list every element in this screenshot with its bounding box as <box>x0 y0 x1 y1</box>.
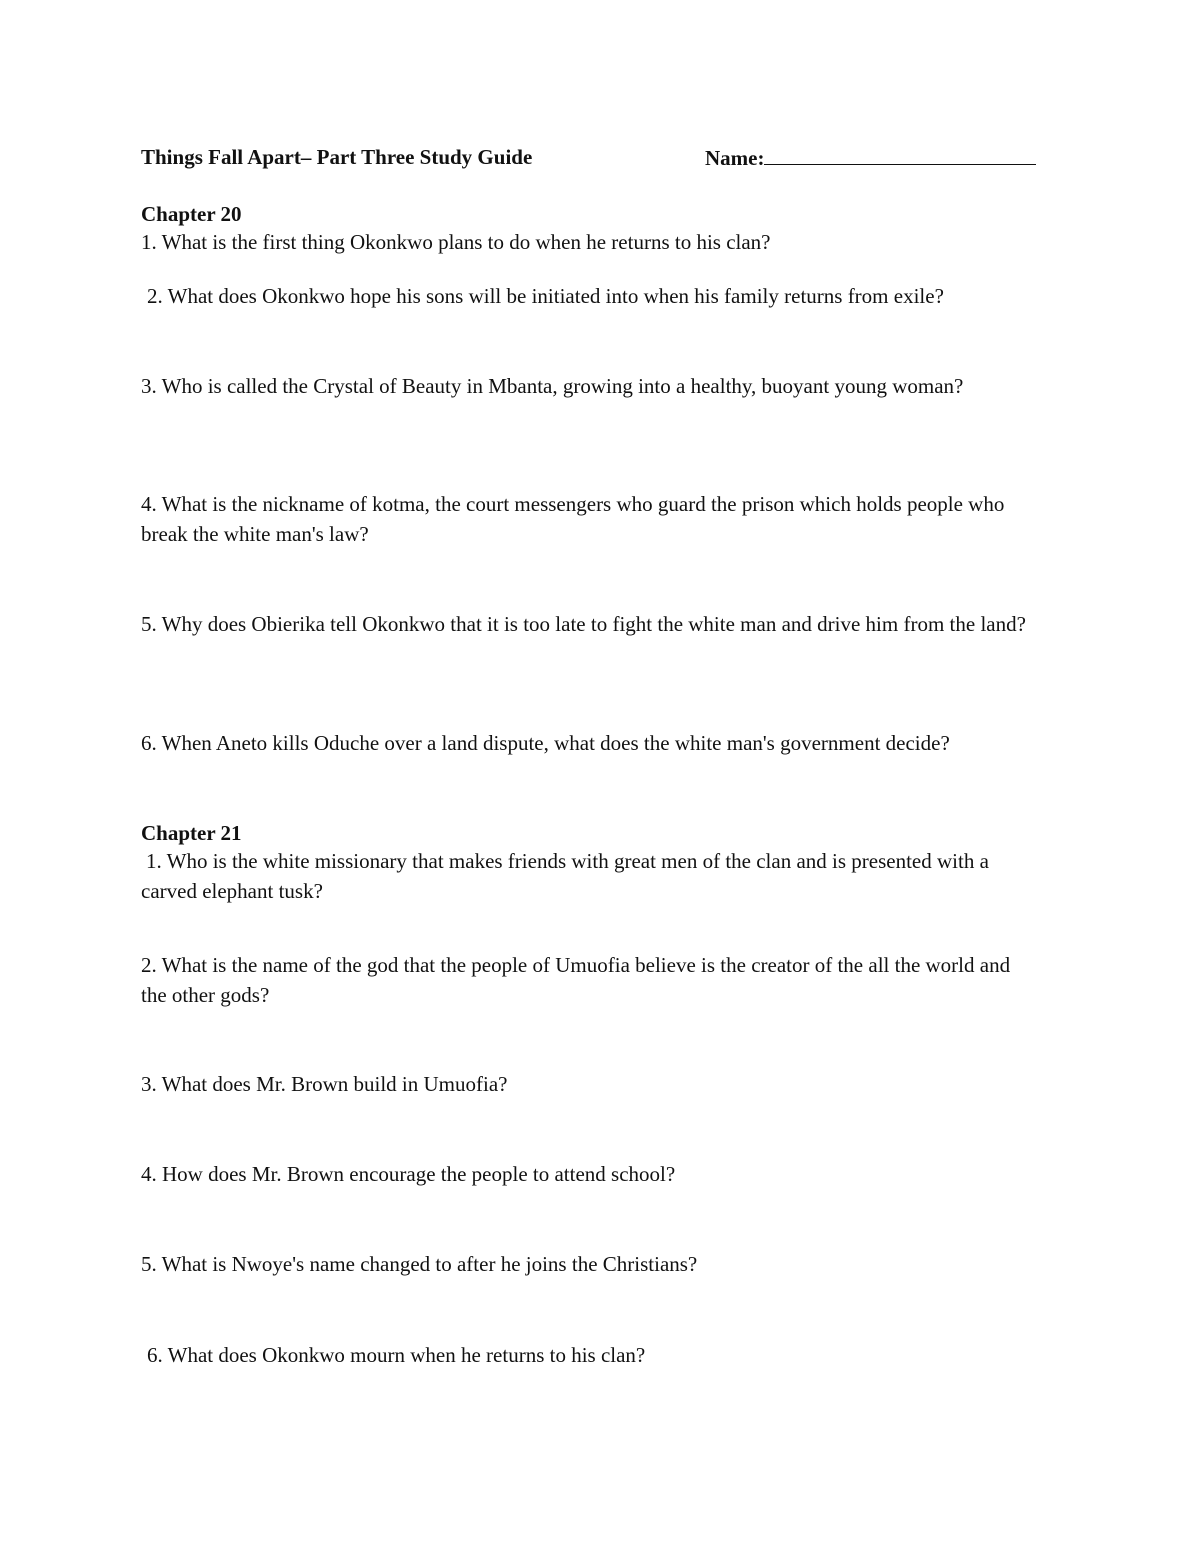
document-title: Things Fall Apart– Part Three Study Guide <box>141 145 533 169</box>
chapter-20-question-2: 2. What does Okonkwo hope his sons will be initiated into when his family returns from exile? <box>147 284 944 308</box>
name-label: Name: <box>705 146 765 170</box>
name-field <box>705 142 1036 173</box>
chapter-21-question-3: 3. What does Mr. Brown build in Umuofia? <box>141 1072 508 1096</box>
chapter-20-heading: Chapter 20 <box>141 202 242 226</box>
chapter-21-question-2: 2. What is the name of the god that the people of Umuofia believe is the creator of the all the world and the other gods? <box>141 953 1011 1007</box>
chapter-21-question-5: 5. What is Nwoye's name changed to after he joins the Christians? <box>141 1252 698 1276</box>
chapter-21-question-6: 6. What does Okonkwo mourn when he returns to his clan? <box>147 1343 646 1367</box>
chapter-21-question-4: 4. How does Mr. Brown encourage the people to attend school? <box>141 1162 676 1186</box>
chapter-21-heading: Chapter 21 <box>141 821 242 845</box>
chapter-21-question-1: 1. Who is the white missionary that makes friends with great men of the clan and is presented with a carved elephant tusk? <box>141 849 989 903</box>
name-blank-line <box>764 142 1036 165</box>
chapter-20-question-4: 4. What is the nickname of kotma, the court messengers who guard the prison which holds people who break the white man's law? <box>141 492 1005 546</box>
chapter-20-question-1: 1. What is the first thing Okonkwo plans to do when he returns to his clan? <box>141 230 771 254</box>
chapter-20-question-6: 6. When Aneto kills Oduche over a land dispute, what does the white man's government decide? <box>141 731 950 755</box>
chapter-20-question-3: 3. Who is called the Crystal of Beauty in Mbanta, growing into a healthy, buoyant young woman? <box>141 374 964 398</box>
chapter-20-question-5: 5. Why does Obierika tell Okonkwo that it is too late to fight the white man and drive him from the land? <box>141 612 1026 636</box>
